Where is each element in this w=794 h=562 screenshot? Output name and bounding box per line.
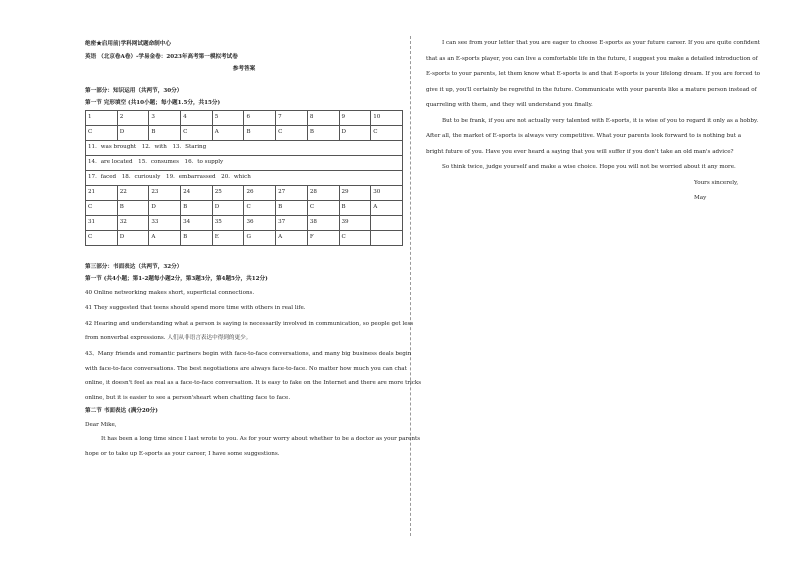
table-cell: A (276, 230, 308, 245)
table-cell: 36 (244, 215, 276, 230)
answer-42-line2: from nonverbal expressions. 人们从非语言表达中得到的更少。 (85, 335, 252, 342)
secret-label: 绝密★启用前|学科网试题命制中心 (85, 41, 171, 47)
letter-signature: May (694, 195, 707, 202)
table-cell: 29 (339, 185, 371, 200)
table-cell: D (117, 125, 149, 140)
letter-p1-line2: hope or to take up E-sports as your career, I have some suggestions. (85, 450, 280, 457)
table-cell: 35 (212, 215, 244, 230)
table-cell: B (339, 200, 371, 215)
table-cell: 28 (307, 185, 339, 200)
table-cell: C (307, 200, 339, 215)
table-cell: B (149, 125, 181, 140)
table-row (86, 170, 403, 185)
letter-p2-line1: I can see from your letter that you are eager to choose E-sports as your future career. If you are quite confident (442, 40, 760, 46)
letter-p3-line2: After all, the market of E-sports is always very competitive. What your parents look forward to is nothing but a (426, 133, 742, 140)
fill-answer-line: 11．was brought 12．with 13．Staring (86, 140, 403, 155)
answer-43-line2: with face-to-face conversations. The best negotiations are always face-to-face. No matter how much you can chat (85, 365, 407, 372)
table-cell: 25 (212, 185, 244, 200)
letter-p1-line1: It has been a long time since I last wrote to you. As for your worry about whether to be a doctor as your parents (101, 436, 421, 443)
fill-answer-line: 14．are located 15．consumes 16．to supply (86, 155, 403, 170)
table-row (86, 200, 403, 215)
table-cell: 32 (117, 215, 149, 230)
table-cell: 3 (149, 110, 181, 125)
table-row (86, 155, 403, 170)
table-cell: F (307, 230, 339, 245)
table-cell (371, 230, 403, 245)
table-cell: B (276, 200, 308, 215)
table-row (86, 110, 403, 125)
table-cell: A (212, 125, 244, 140)
letter-p4: So think twice, judge yourself and make a wise choice. Hope you will not be worried about it any more. (442, 164, 736, 171)
table-cell: 5 (212, 110, 244, 125)
table-cell: 30 (371, 185, 403, 200)
table-row (86, 125, 403, 140)
answer-43-line4: online, but it is easier to see a person'sheart when chatting face to face. (85, 394, 291, 401)
table-cell: E (212, 230, 244, 245)
letter-closing: Yours sincerely, (694, 179, 739, 186)
part3-title: 第三部分：书面表达（共两节，32分） (85, 263, 183, 270)
column-divider (410, 36, 411, 536)
table-cell: 22 (117, 185, 149, 200)
table-cell: 38 (307, 215, 339, 230)
letter-p3-line1: But to be frank, if you are not actually very talented with E-sports, it is wise of you to regard it only as a hobby. (442, 117, 759, 124)
answer-42-line1: 42 Hearing and understanding what a person is saying is necessarily involved in communication, so people get less (85, 320, 414, 327)
table-cell: 24 (181, 185, 213, 200)
table-row (86, 215, 403, 230)
table-cell: 4 (181, 110, 213, 125)
table-cell: B (244, 125, 276, 140)
table-row (86, 230, 403, 245)
letter-p3-line3: bright future of you. Have you ever heard a saying that you will suffer if you don't take an old man's advice? (426, 148, 734, 155)
fill-answer-line: 17．faced 18．curiously 19．embarrassed 20．which (86, 170, 403, 185)
table-cell: D (117, 230, 149, 245)
table-cell: C (86, 125, 118, 140)
table-cell: C (86, 230, 118, 245)
table-cell: 37 (276, 215, 308, 230)
part3-section1-title: 第一节 (共4小题；第1-2题每小题2分，第3题3分，第4题5分，共12分) (85, 276, 268, 283)
table-cell: B (307, 125, 339, 140)
answer-40: 40 Online networking makes short, superficial connections. (85, 289, 255, 296)
table-cell: 33 (149, 215, 181, 230)
answer-41: 41 They suggested that teens should spend more time with others in real life. (85, 305, 306, 312)
answer-table-1 (85, 110, 403, 246)
table-row (86, 185, 403, 200)
table-cell: B (181, 200, 213, 215)
letter-p2-line3: E-sports to your parents, let them know what E-sports is and that E-sports is your lifelong dream. If you are forced to (426, 71, 760, 78)
table-cell: A (371, 200, 403, 215)
table-cell: 6 (244, 110, 276, 125)
right-column (426, 40, 758, 203)
answer-43-line3: online, it doesn't feel as real as a face-to-face conversation. It is easy to fake on the Internet and there are more tricks (85, 380, 422, 387)
table-cell: 1 (86, 110, 118, 125)
table-cell: D (212, 200, 244, 215)
table-cell: C (181, 125, 213, 140)
table-cell: G (244, 230, 276, 245)
table-cell: 7 (276, 110, 308, 125)
left-column (85, 40, 422, 458)
part3-section2-title: 第二节 书面表达 (满分20分) (85, 408, 158, 415)
table-cell: D (149, 200, 181, 215)
table-cell: D (339, 125, 371, 140)
table-cell: 26 (244, 185, 276, 200)
exam-title: 英语 （北京卷A卷）-学易金卷：2023年高考第一模拟考试卷 (85, 53, 238, 60)
table-row (86, 140, 403, 155)
table-cell: 23 (149, 185, 181, 200)
table-cell: C (244, 200, 276, 215)
letter-p2-line5: quarreling with them, and they will understand you finally. (426, 102, 593, 109)
table-cell: 21 (86, 185, 118, 200)
table-cell: C (371, 125, 403, 140)
table-cell (371, 215, 403, 230)
letter-greeting: Dear Mike, (85, 421, 117, 428)
table-cell: 9 (339, 110, 371, 125)
answer-43-line1: 43、Many friends and romantic partners begin with face-to-face conversations, and many big business deals begin (85, 351, 412, 358)
part1-section1-title: 第一节 完形填空 (共10小题；每小题1.5分，共15分) (85, 100, 221, 107)
table-cell: 27 (276, 185, 308, 200)
table-cell: 8 (307, 110, 339, 125)
table-cell: C (339, 230, 371, 245)
table-cell: B (117, 200, 149, 215)
letter-p2-line4: give it up, you'll certainly be regretful in the future. Communicate with your parents like a mature person instead of (426, 86, 757, 93)
table-cell: C (86, 200, 118, 215)
part1-title: 第一部分：知识运用（共两节，30分） (85, 87, 183, 94)
table-cell: 2 (117, 110, 149, 125)
table-cell: 34 (181, 215, 213, 230)
answer-title: 参考答案 (232, 66, 256, 73)
table-cell: 39 (339, 215, 371, 230)
table-cell: 10 (371, 110, 403, 125)
table-cell: B (181, 230, 213, 245)
table-cell: 31 (86, 215, 118, 230)
table-cell: C (276, 125, 308, 140)
table-cell: A (149, 230, 181, 245)
letter-p2-line2: that as an E-sports player, you can live a comfortable life in the future, I suggest you make a detailed introduction of (426, 55, 758, 62)
